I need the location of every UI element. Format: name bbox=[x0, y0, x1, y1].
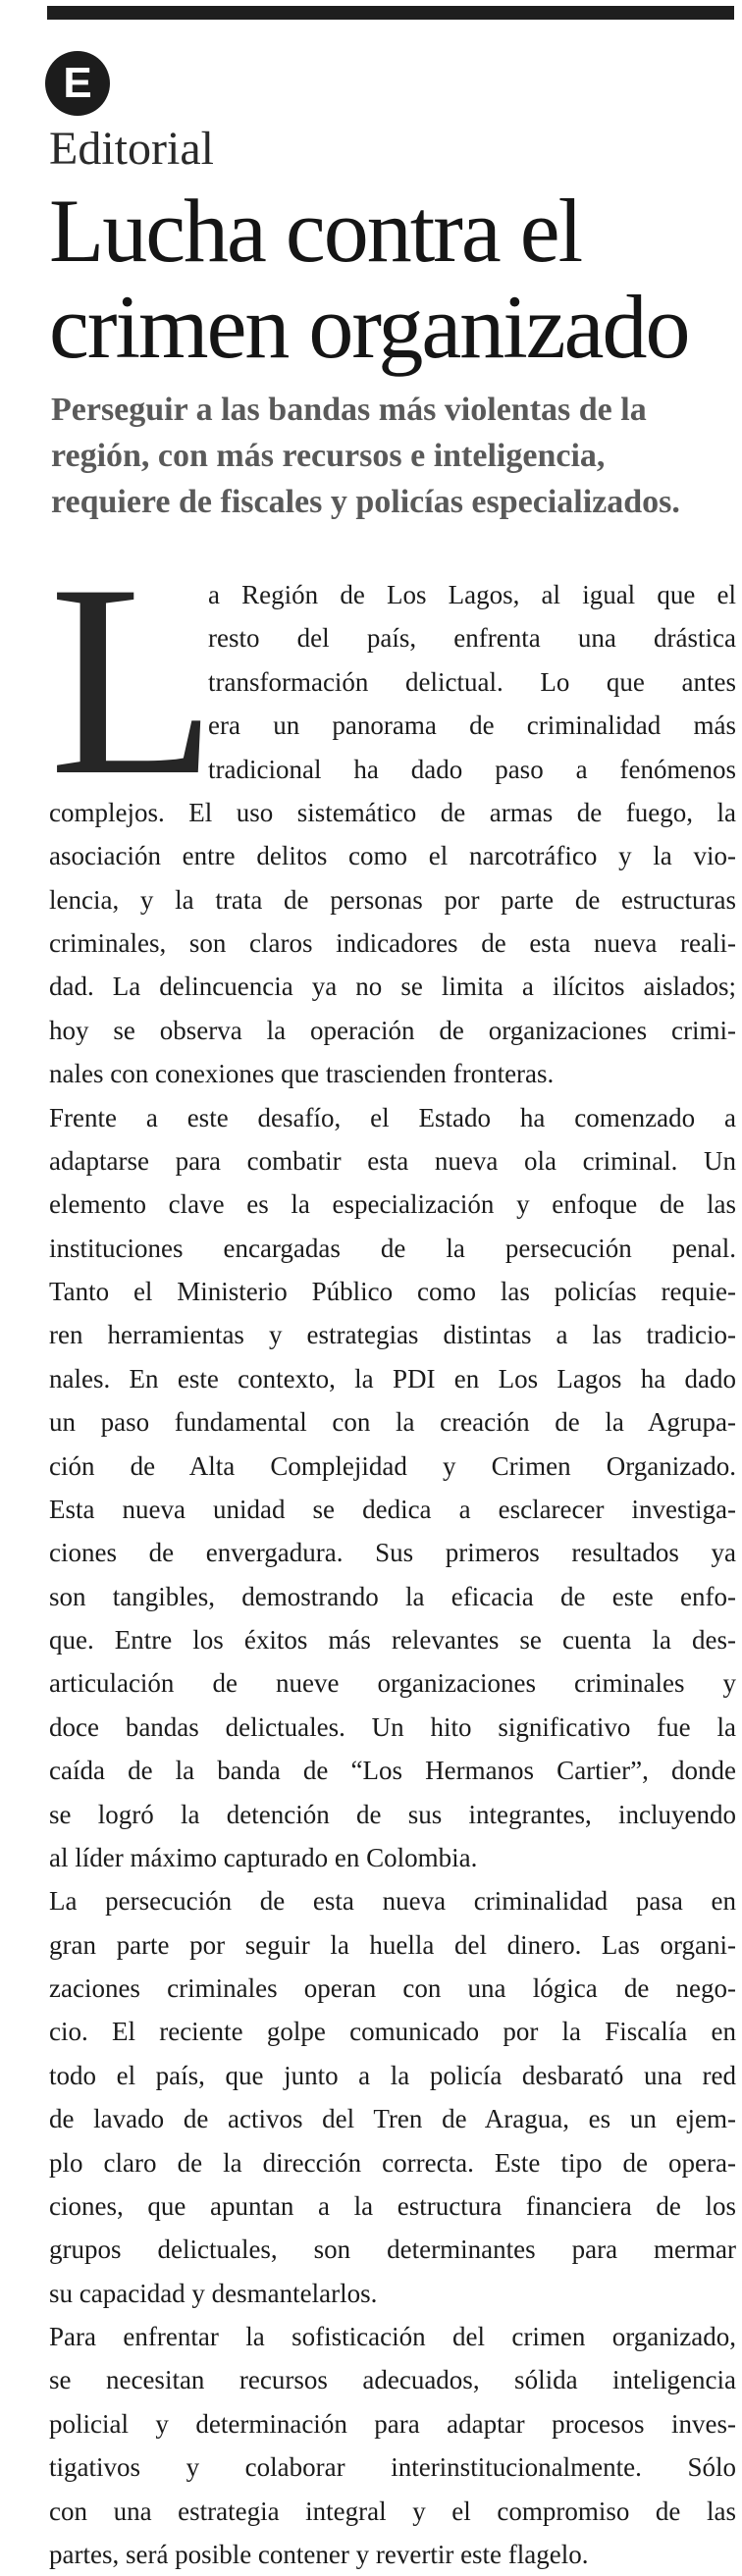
body-line: que. Entre los éxitos más relevantes se cuenta la des- bbox=[49, 1625, 736, 1655]
body-line: hoy se observa la operación de organizaciones crimi- bbox=[49, 1015, 736, 1045]
body-line: al líder máximo capturado en Colombia. bbox=[49, 1842, 478, 1872]
body-line: La persecución de esta nueva criminalidad pasa en bbox=[49, 1886, 736, 1917]
subheadline-line: requiere de fiscales y policías especializados. bbox=[51, 484, 680, 520]
body-line: instituciones encargadas de la persecución penal. bbox=[49, 1233, 736, 1263]
section-label: Editorial bbox=[49, 123, 214, 175]
body-line: dad. La delincuencia ya no se limita a ilícitos aislados; bbox=[49, 972, 736, 1002]
body-line: resto del país, enfrenta una drástica bbox=[208, 623, 736, 654]
subheadline bbox=[51, 387, 738, 525]
body-line: asociación entre delitos como el narcotráfico y la vio- bbox=[49, 841, 736, 871]
headline-line: Lucha contra el bbox=[49, 181, 582, 281]
body-line: se logró la detención de sus integrantes, incluyendo bbox=[49, 1799, 736, 1829]
body-line: Esta nueva unidad se dedica a esclarecer investiga- bbox=[49, 1494, 736, 1524]
body-line: transformación delictual. Lo que antes bbox=[208, 666, 736, 697]
subheadline-line: Perseguir a las bandas más violentas de la bbox=[51, 392, 647, 428]
body-line: su capacidad y desmantelarlos. bbox=[49, 2278, 378, 2308]
body-line: ciones de envergadura. Sus primeros resultados ya bbox=[49, 1538, 736, 1568]
body-line: criminales, son claros indicadores de esta nueva reali- bbox=[49, 928, 736, 958]
body-line: caída de la banda de “Los Hermanos Cartier”, donde bbox=[49, 1756, 736, 1786]
body-line: grupos delictuales, son determinantes para mermar bbox=[49, 2234, 736, 2265]
body-line: cio. El reciente golpe comunicado por la Fiscalía en bbox=[49, 2017, 736, 2047]
headline-line: crimen organizado bbox=[49, 277, 689, 377]
body-line: de lavado de activos del Tren de Aragua, es un ejem- bbox=[49, 2104, 736, 2134]
drop-cap: L bbox=[49, 527, 218, 832]
body-line: Para enfrentar la sofisticación del crimen organizado, bbox=[49, 2322, 736, 2351]
body-line: ciones, que apuntan a la estructura financiera de los bbox=[49, 2190, 736, 2221]
article-body bbox=[49, 573, 736, 2576]
body-line: se necesitan recursos adecuados, sólida inteligencia bbox=[49, 2365, 736, 2395]
body-line: tradicional ha dado paso a fenómenos bbox=[208, 754, 736, 784]
body-line: con una estrategia integral y el compromiso de las bbox=[49, 2496, 736, 2526]
body-line: ren herramientas y estrategias distintas a las tradicio- bbox=[49, 1320, 736, 1350]
body-line: doce bandas delictuales. Un hito significativo fue la bbox=[49, 1711, 736, 1742]
body-line: tigativos y colaborar interinstitucionalmente. Sólo bbox=[49, 2452, 736, 2483]
body-line: plo claro de la dirección correcta. Este tipo de opera- bbox=[49, 2147, 736, 2178]
editorial-badge: E bbox=[45, 51, 110, 116]
body-line: son tangibles, demostrando la eficacia de este enfo- bbox=[49, 1581, 736, 1611]
body-line: gran parte por seguir la huella del dinero. Las organi- bbox=[49, 1929, 736, 1960]
headline bbox=[49, 183, 736, 375]
body-line: policial y determinación para adaptar procesos inves- bbox=[49, 2408, 736, 2439]
body-line: articulación de nueve organizaciones criminales y bbox=[49, 1668, 736, 1699]
body-line: Tanto el Ministerio Público como las policías requie- bbox=[49, 1277, 736, 1306]
body-line: zaciones criminales operan con una lógica de nego- bbox=[49, 1973, 736, 2003]
body-line: todo el país, que junto a la policía desbarató una red bbox=[49, 2060, 736, 2090]
body-line: nales. En este contexto, la PDI en Los Lagos ha dado bbox=[49, 1363, 736, 1393]
body-line: Frente a este desafío, el Estado ha comenzado a bbox=[49, 1102, 736, 1132]
top-rule bbox=[47, 6, 734, 20]
body-line: partes, será posible contener y revertir este flagelo. bbox=[49, 2539, 589, 2569]
body-line: ción de Alta Complejidad y Crimen Organizado. bbox=[49, 1450, 736, 1481]
body-line: complejos. El uso sistemático de armas de fuego, la bbox=[49, 797, 736, 827]
body-line: un paso fundamental con la creación de la Agrupa- bbox=[49, 1407, 736, 1438]
subheadline-line: región, con más recursos e inteligencia, bbox=[51, 438, 606, 474]
body-line: lencia, y la trata de personas por parte de estructuras bbox=[49, 884, 736, 915]
body-line: nales con conexiones que trascienden fronteras. bbox=[49, 1059, 555, 1089]
body-line: era un panorama de criminalidad más bbox=[208, 710, 736, 741]
body-line: elemento clave es la especialización y enfoque de las bbox=[49, 1189, 736, 1220]
body-line: adaptarse para combatir esta nueva ola criminal. Un bbox=[49, 1145, 736, 1176]
body-line: a Región de Los Lagos, al igual que el bbox=[208, 580, 736, 609]
